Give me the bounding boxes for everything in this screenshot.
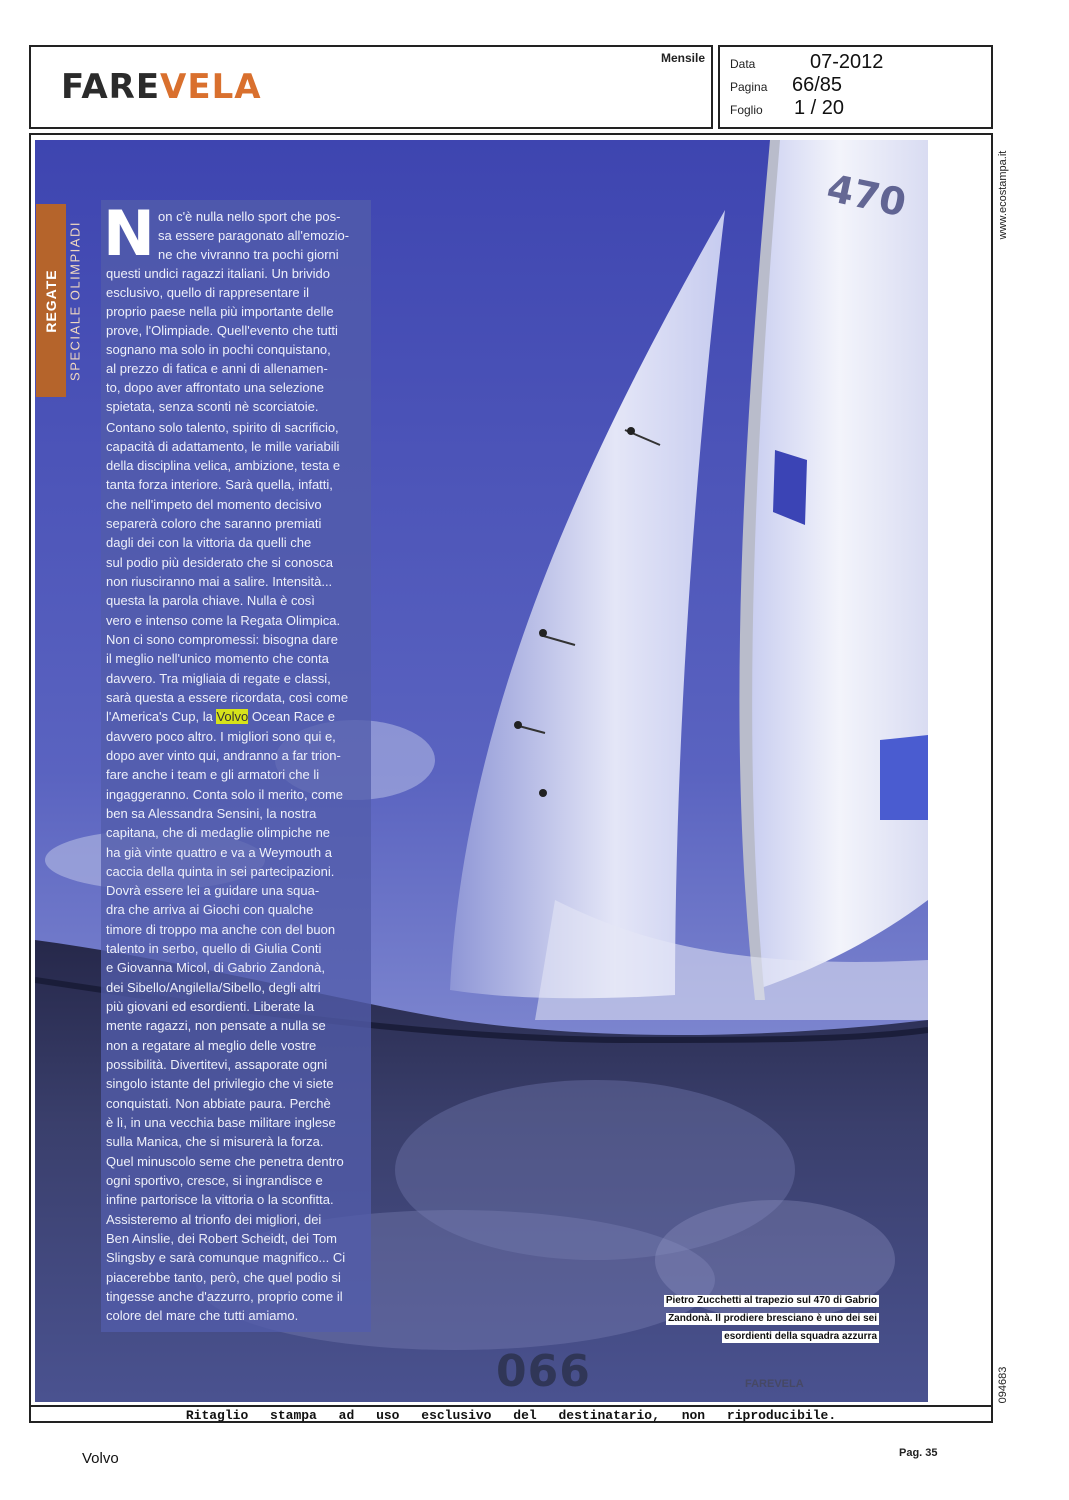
body-line: al prezzo di fatica e anni di allenamen-	[106, 361, 328, 376]
body-line: questa la parola chiave. Nulla è così	[106, 593, 315, 608]
body-line: dopo aver vinto qui, andranno a far trion-	[106, 748, 341, 763]
clipping-code-text: 094683	[997, 1366, 1009, 1404]
body-line: esclusivo, quello di rappresentare il	[106, 285, 310, 300]
clipping-page-number: Pag. 35	[899, 1447, 938, 1459]
section-tag	[36, 204, 66, 397]
section-subtitle	[64, 204, 86, 397]
subsection-label: SPECIALE OLIMPIADI	[67, 220, 83, 381]
body-line: Slingsby e sarà comunque magnifico... Ci	[106, 1250, 346, 1265]
client-name: Volvo	[82, 1450, 119, 1467]
body-line: e Giovanna Micol, di Gabrio Zandonà,	[106, 960, 325, 975]
periodicity-label: Mensile	[660, 51, 705, 65]
body-line: questi undici ragazzi italiani. Un brivido	[106, 266, 331, 281]
body-line: capacità di adattamento, le mille variabili	[106, 439, 340, 454]
body-line: Assisteremo al trionfo dei migliori, dei	[106, 1212, 322, 1227]
masthead-box	[29, 45, 713, 129]
body-line: sognano ma solo in pochi conquistano,	[106, 342, 331, 357]
meta-value: 07-2012	[810, 51, 884, 73]
body-line: timore di troppo ma anche con del buon	[106, 922, 336, 937]
body-line: proprio paese nella più importante delle	[106, 304, 334, 319]
body-line: separerà coloro che saranno premiati	[106, 516, 322, 531]
copyright-disclaimer: Ritaglio stampa ad uso esclusivo del destinatario, non riproducibile.	[29, 1405, 993, 1423]
body-line: tingesse anche d'azzurro, proprio come il	[106, 1289, 343, 1304]
body-line: ogni sportivo, cresce, si ingrandisce e	[106, 1173, 323, 1188]
meta-row-sheet	[730, 97, 980, 119]
body-line: Ben Ainslie, dei Robert Scheidt, dei Tom	[106, 1231, 338, 1246]
magazine-page-number: 066	[496, 1346, 591, 1397]
body-line: dra che arriva ai Giochi con qualche	[106, 902, 314, 917]
body-line: non riusciranno mai a salire. Intensità...	[106, 574, 333, 589]
body-line: Quel minuscolo seme che penetra dentro	[106, 1154, 344, 1169]
body-line: è lì, in una vecchia base militare inglese	[106, 1115, 336, 1130]
body-line: ben sa Alessandra Sensini, la nostra	[106, 806, 317, 821]
body-line: più giovani ed esordienti. Liberate la	[106, 999, 315, 1014]
body-line: talento in serbo, quello di Giulia Conti	[106, 941, 322, 956]
body-line: che nell'impeto del momento decisivo	[106, 497, 322, 512]
body-line: conquistati. Non abbiate paura. Perchè	[106, 1096, 331, 1111]
body-line: tanta forza interiore. Sarà quella, infatti,	[106, 477, 333, 492]
magazine-logo	[61, 67, 262, 107]
body-line: possibilità. Divertitevi, assaporate ogni	[106, 1057, 328, 1072]
body-line: dei Sibello/Angilella/Sibello, degli altri	[106, 980, 321, 995]
meta-label: Foglio	[730, 103, 763, 117]
body-line: fare anche i team e gli armatori che li	[106, 767, 320, 782]
section-label: REGATE	[43, 268, 59, 333]
body-line: dagli dei con la vittoria da quelli che	[106, 535, 312, 550]
website-text: www.ecostampa.it	[997, 150, 1009, 240]
body-line: on c'è nulla nello sport che pos-	[158, 209, 341, 224]
body-line: della disciplina velica, ambizione, testa e	[106, 458, 341, 473]
magazine-footer-brand: FAREVELA	[745, 1378, 804, 1390]
body-line: davvero. Tra migliaia di regate e classi,	[106, 671, 331, 686]
body-line: sarà questa a essere ricordata, così come	[106, 690, 349, 705]
body-line: sulla Manica, che si misurerà la forza.	[106, 1134, 324, 1149]
meta-label: Pagina	[730, 80, 768, 94]
drop-cap: N	[103, 197, 155, 270]
caption-line: Pietro Zucchetti al trapezio sul 470 di Gabrio	[665, 1295, 877, 1306]
body-line: singolo istante del privilegio che vi siete	[106, 1076, 334, 1091]
meta-label: Data	[730, 57, 756, 71]
meta-row-page	[730, 74, 980, 96]
body-line: capitana, che di medaglie olimpiche ne	[106, 825, 331, 840]
logo-part-vela: VELA	[160, 67, 262, 107]
logo-part-fare: FARE	[61, 67, 161, 107]
meta-row-date	[730, 51, 980, 73]
side-website	[990, 140, 1016, 250]
body-line: sul podio più desiderato che si conosca	[106, 555, 333, 570]
volvo-line-before: l'America's Cup, la	[106, 709, 217, 724]
body-line: piacerebbe tanto, però, che quel podio si	[106, 1270, 341, 1285]
body-line: sa essere paragonato all'emozio-	[158, 228, 350, 243]
side-clipping-code	[990, 1360, 1016, 1410]
clipping-meta-box	[718, 45, 993, 129]
body-line: vero e intenso come la Regata Olimpica.	[106, 613, 341, 628]
body-line: mente ragazzi, non pensate a nulla se	[106, 1018, 326, 1033]
body-line: Contano solo talento, spirito di sacrificio,	[106, 420, 339, 435]
sail-number: 470	[823, 165, 910, 226]
body-line: ne che vivranno tra pochi giorni	[158, 247, 339, 262]
body-line: il meglio nell'unico momento che conta	[106, 651, 329, 666]
body-line: ha già vinte quattro e va a Weymouth a	[106, 845, 332, 860]
volvo-highlight: Volvo	[216, 709, 249, 724]
body-line: caccia della quinta in sei partecipazioni.	[106, 864, 335, 879]
caption-line: Zandonà. Il prodiere bresciano è uno dei sei	[668, 1313, 877, 1324]
meta-value: 1 / 20	[794, 97, 845, 119]
body-line: colore del mare che tutti amiamo.	[106, 1308, 299, 1323]
meta-value: 66/85	[792, 74, 843, 96]
photo-caption	[633, 1290, 879, 1344]
volvo-line-after: Ocean Race e	[248, 709, 335, 724]
body-line: Non ci sono compromessi: bisogna dare	[106, 632, 338, 647]
body-line: non a regatare al meglio delle vostre	[106, 1038, 317, 1053]
caption-line: esordienti della squadra azzurra	[724, 1331, 877, 1342]
body-line: to, dopo aver affrontato una selezione	[106, 380, 325, 395]
body-line: Dovrà essere lei a guidare una squa-	[106, 883, 320, 898]
body-line: infine partorisce la vittoria o la sconfitta.	[106, 1192, 334, 1207]
body-line: spietata, senza sconti nè scorciatoie.	[106, 399, 319, 414]
body-line: ingaggeranno. Conta solo il merito, come	[106, 787, 344, 802]
body-line: prove, l'Olimpiade. Quell'evento che tutti	[106, 323, 338, 338]
body-line: davvero poco altro. I migliori sono qui e,	[106, 729, 336, 744]
body-line-volvo	[106, 707, 368, 726]
